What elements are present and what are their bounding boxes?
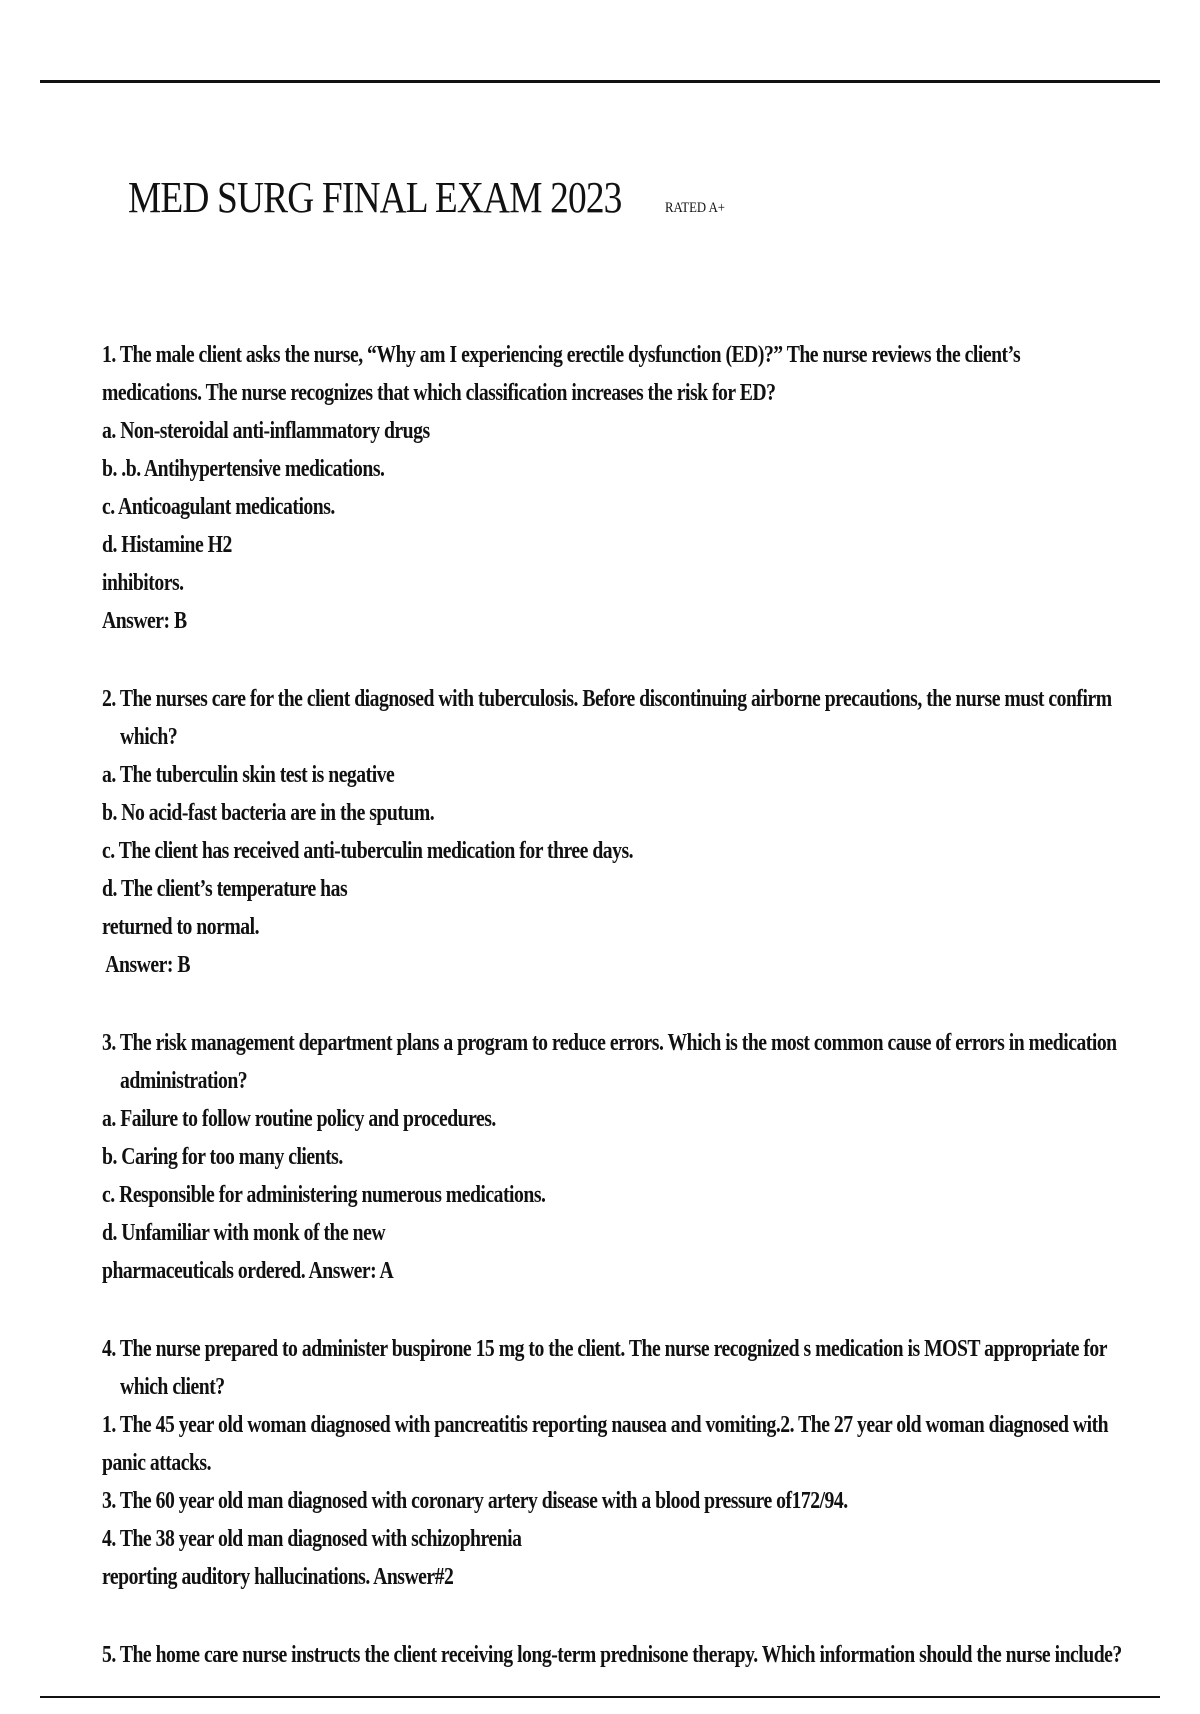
question-text: administration? <box>120 1068 248 1094</box>
question-2 <box>102 680 1112 984</box>
answer-option: c. Responsible for administering numerous medications. <box>102 1182 546 1208</box>
exam-content <box>102 336 1122 1714</box>
answer-option: b. .b. Antihypertensive medications. <box>102 456 385 482</box>
question-text: 5. The home care nurse instructs the client receiving long-term prednisone therapy. Which information should the nurse include? <box>102 1642 1122 1668</box>
answer-option: b. No acid-fast bacteria are in the sputum. <box>102 800 435 826</box>
answer-option: 4. The 38 year old man diagnosed with schizophrenia <box>102 1526 522 1552</box>
answer-option: a. The tuberculin skin test is negative <box>102 762 395 788</box>
answer-key: Answer: B <box>102 608 187 634</box>
answer-option: b. Caring for too many clients. <box>102 1144 343 1170</box>
question-text: 3. The risk management department plans a program to reduce errors. Which is the most common cause of errors in medication <box>102 1030 1117 1056</box>
question-text: 4. The nurse prepared to administer buspirone 15 mg to the client. The nurse recognized s medication is MOST appropriate for <box>102 1336 1108 1362</box>
answer-option: d. Unfamiliar with monk of the new <box>102 1220 386 1246</box>
answer-option: 3. The 60 year old man diagnosed with coronary artery disease with a blood pressure of172/94. <box>102 1488 848 1514</box>
question-text: which client? <box>120 1374 225 1400</box>
question-text: medications. The nurse recognizes that which classification increases the risk for ED? <box>102 380 776 406</box>
question-text: 2. The nurses care for the client diagnosed with tuberculosis. Before discontinuing airborne precautions, the nurse must confirm <box>102 686 1112 712</box>
answer-key: pharmaceuticals ordered. Answer: A <box>102 1258 394 1284</box>
answer-key: Answer: B <box>105 952 190 978</box>
answer-option: c. The client has received anti-tuberculin medication for three days. <box>102 838 634 864</box>
question-text: 1. The male client asks the nurse, “Why am I experiencing erectile dysfunction (ED)?” The nurse reviews the client’s <box>102 342 1021 368</box>
question-4 <box>102 1330 1109 1596</box>
page-title <box>128 172 735 223</box>
exam-title: MED SURG FINAL EXAM 2023 <box>128 173 622 222</box>
question-1 <box>102 336 1062 640</box>
answer-option: panic attacks. <box>102 1450 212 1476</box>
answer-option: inhibitors. <box>102 570 184 596</box>
answer-option: d. The client’s temperature has <box>102 876 348 902</box>
answer-option: 1. The 45 year old woman diagnosed with pancreatitis reporting nausea and vomiting.2. The 27 year old woman diagnosed with <box>102 1412 1109 1438</box>
question-3 <box>102 1024 1117 1290</box>
answer-option: d. Histamine H2 <box>102 532 232 558</box>
answer-option: returned to normal. <box>102 914 260 940</box>
bottom-rule <box>40 1696 1160 1698</box>
question-5 <box>102 1636 1122 1674</box>
exam-rating: RATED A+ <box>664 200 725 216</box>
top-rule <box>40 80 1160 83</box>
answer-key: reporting auditory hallucinations. Answer#2 <box>102 1564 454 1590</box>
answer-option: a. Failure to follow routine policy and procedures. <box>102 1106 496 1132</box>
question-text: which? <box>120 724 178 750</box>
answer-option: c. Anticoagulant medications. <box>102 494 335 520</box>
answer-option: a. Non-steroidal anti-inflammatory drugs <box>102 418 430 444</box>
